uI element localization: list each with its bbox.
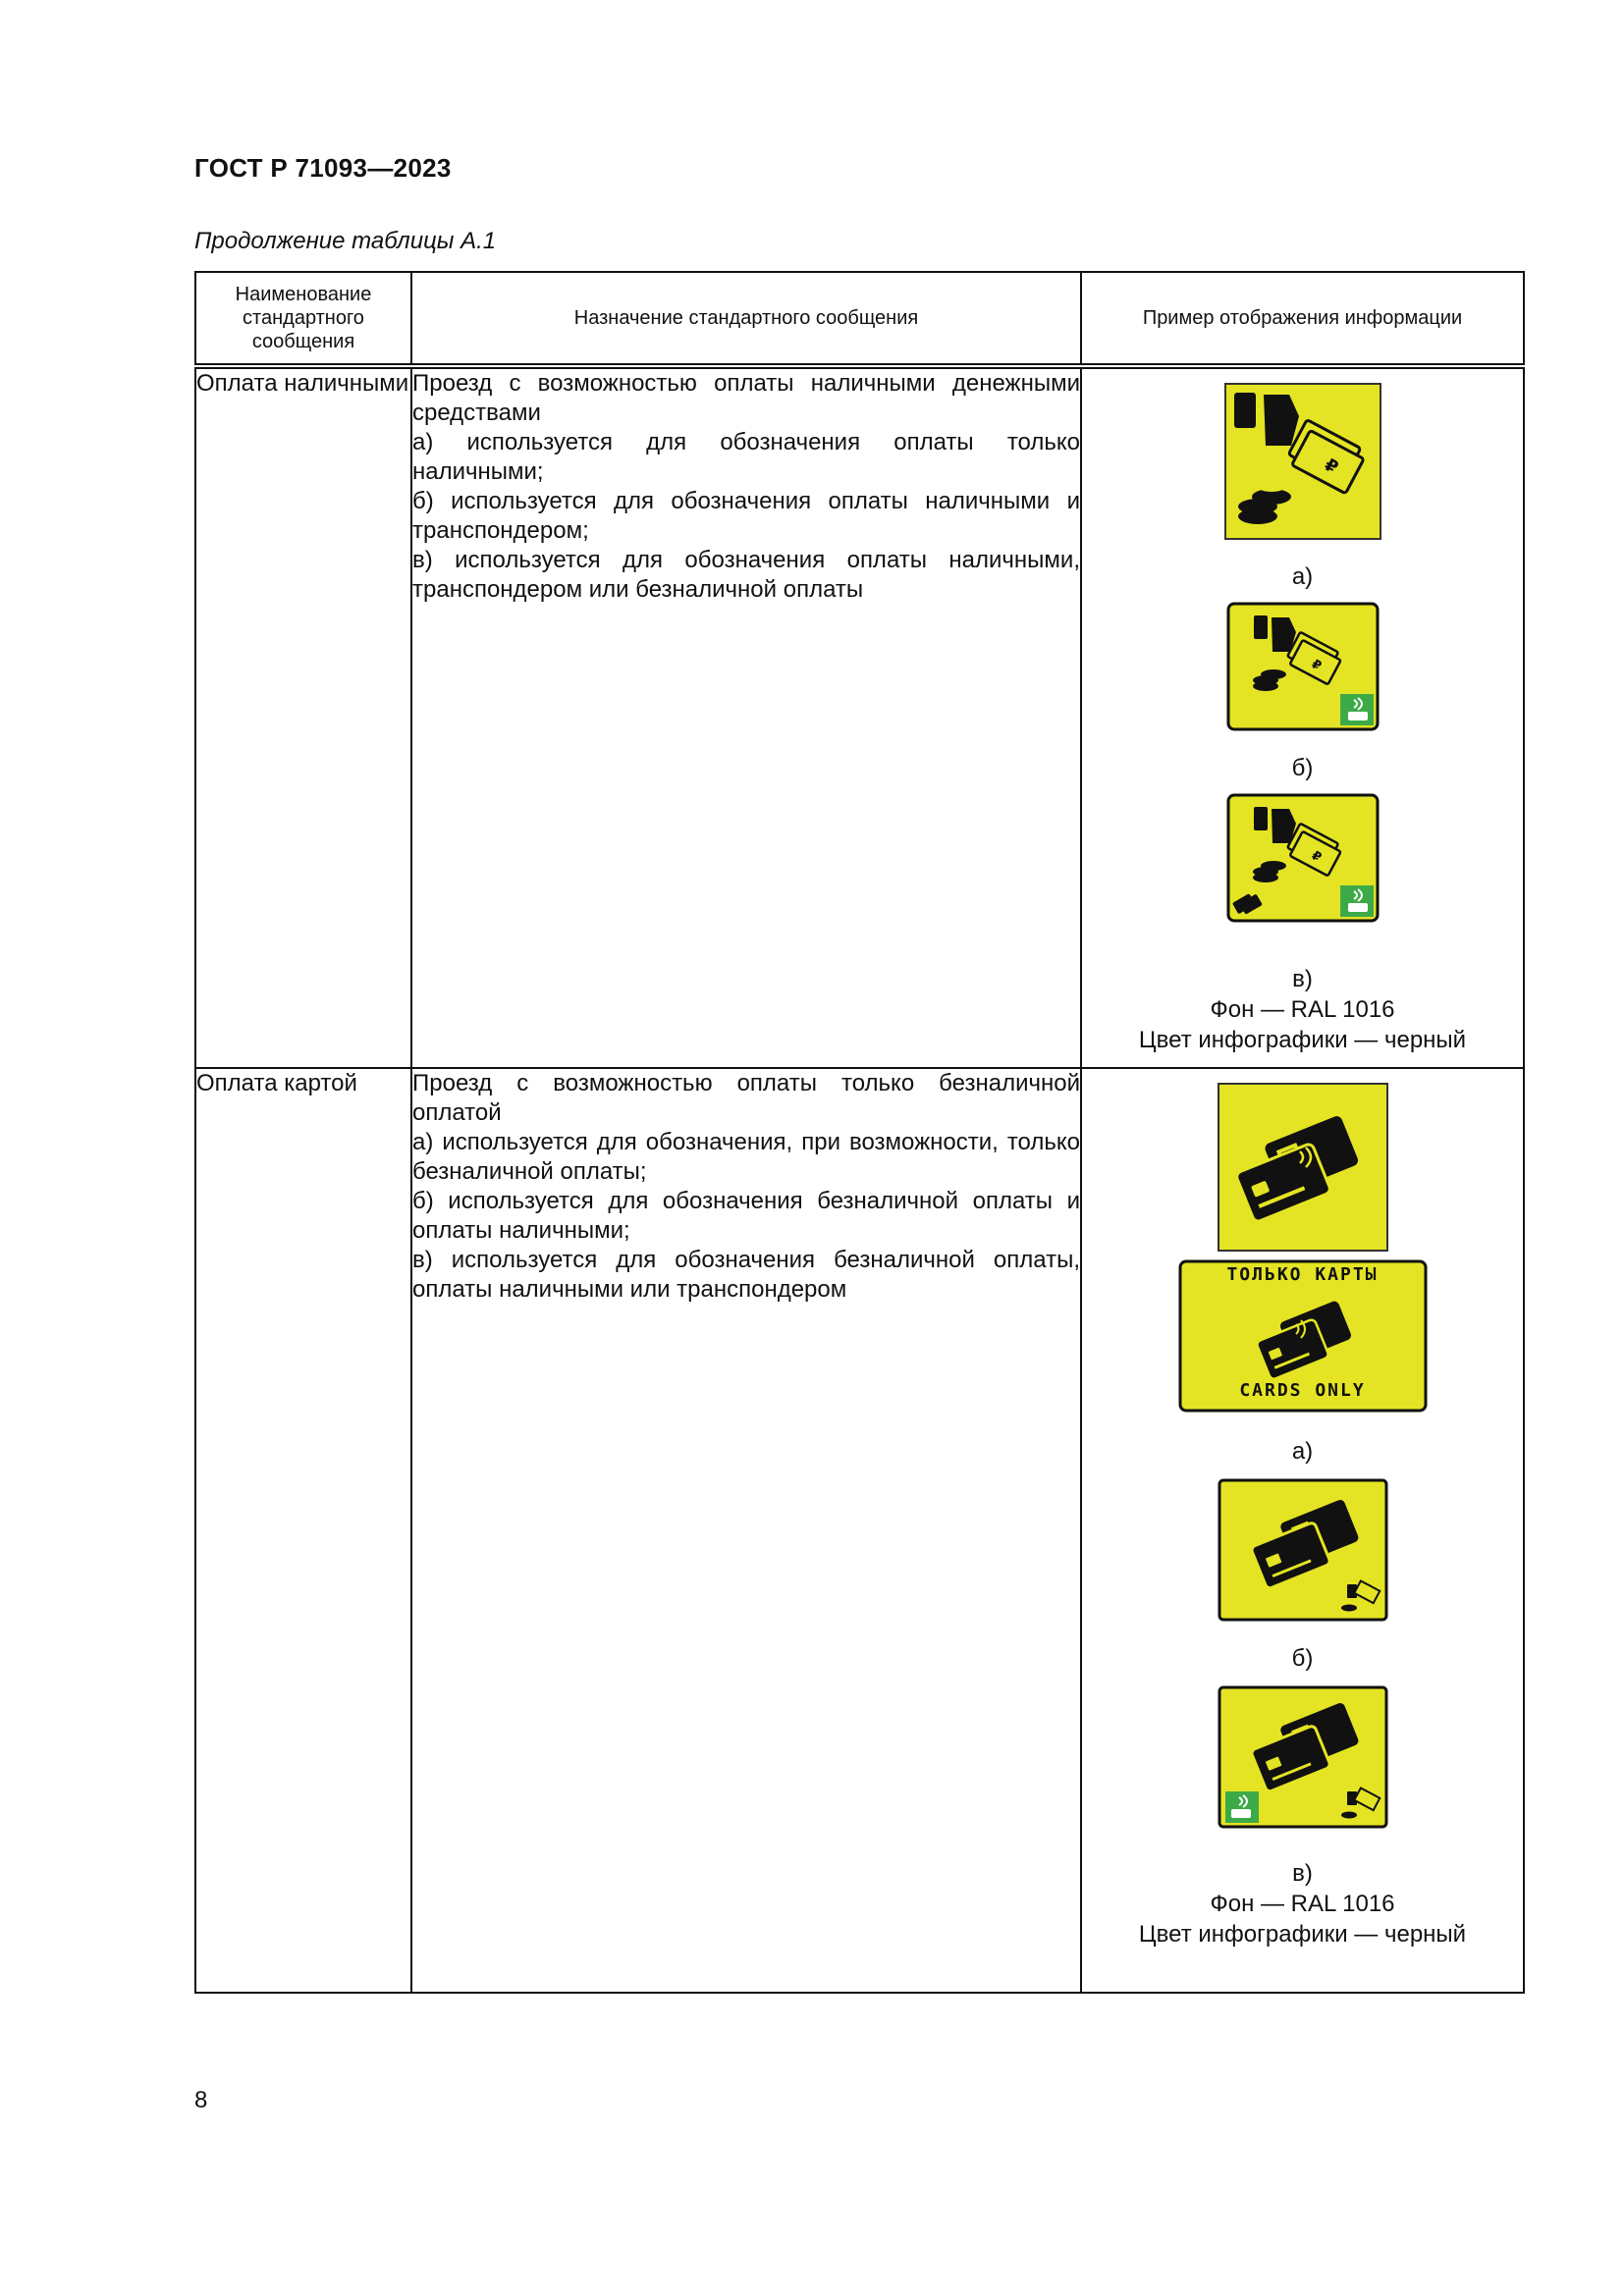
table-header-row [195,272,1524,366]
svg-text:₽: ₽ [1308,848,1324,866]
purpose-line: а) используется для обозначения, при возможности, только безналичной оплаты; [412,1129,1080,1185]
message-examples-card [1081,1068,1524,1993]
card-cash-transponder-sign-icon [1218,1685,1388,1829]
column-header-name: Наименование стандартного сообщения [195,272,411,366]
column-header-purpose: Назначение стандартного сообщения [411,272,1081,366]
cards-only-sign-text-bottom: CARDS ONLY [1239,1380,1366,1401]
cash-only-sign-icon [1224,383,1381,540]
message-name-card: Оплата картой [195,1068,411,1993]
message-purpose-cash [411,366,1081,1068]
column-header-example: Пример отображения информации [1081,272,1524,366]
purpose-line: Проезд с возможностью оплаты наличными денежными средствами [412,370,1080,426]
color-note: Цвет инфографики — черный [1138,1027,1467,1053]
message-examples-cash [1081,366,1524,1068]
message-name-cash: Оплата наличными [195,366,411,1068]
message-purpose-card [411,1068,1081,1993]
example-label: а) [1291,1438,1314,1465]
purpose-line: а) используется для обозначения оплаты только наличными; [412,429,1080,485]
color-note: Цвет инфографики — черный [1138,1921,1467,1948]
table-row [195,366,1524,1068]
table-caption: Продолжение таблицы А.1 [194,228,497,254]
example-label: б) [1291,755,1314,781]
cards-only-sign-text-top: ТОЛЬКО КАРТЫ [1226,1264,1379,1285]
standard-messages-table [194,271,1525,1994]
purpose-line: б) используется для обозначения оплаты наличными и транспондером; [412,488,1080,544]
svg-text:₽: ₽ [1320,454,1341,479]
card-only-sign-icon [1218,1083,1388,1252]
cash-transponder-sign-icon [1226,602,1380,731]
background-note: Фон — RAL 1016 [1210,996,1395,1023]
purpose-line: б) используется для обозначения безналичной оплаты и оплаты наличными; [412,1188,1080,1244]
page-number: 8 [194,2087,208,2113]
document-code: ГОСТ Р 71093—2023 [194,153,452,183]
card-cash-sign-icon [1218,1478,1388,1622]
example-label: а) [1291,563,1314,590]
purpose-line: в) используется для обозначения безналичной оплаты, оплаты наличными или транспондером [412,1247,1080,1303]
background-note: Фон — RAL 1016 [1210,1891,1395,1917]
example-label: в) [1292,966,1313,992]
purpose-line: Проезд с возможностью оплаты только безналичной оплатой [412,1070,1080,1126]
example-label: б) [1291,1645,1314,1672]
cash-transponder-card-sign-icon [1226,793,1380,923]
example-label: в) [1292,1860,1313,1887]
table-row [195,1068,1524,1993]
svg-text:₽: ₽ [1308,657,1324,674]
purpose-line: в) используется для обозначения оплаты наличными, транспондером или безналичной оплаты [412,547,1080,603]
